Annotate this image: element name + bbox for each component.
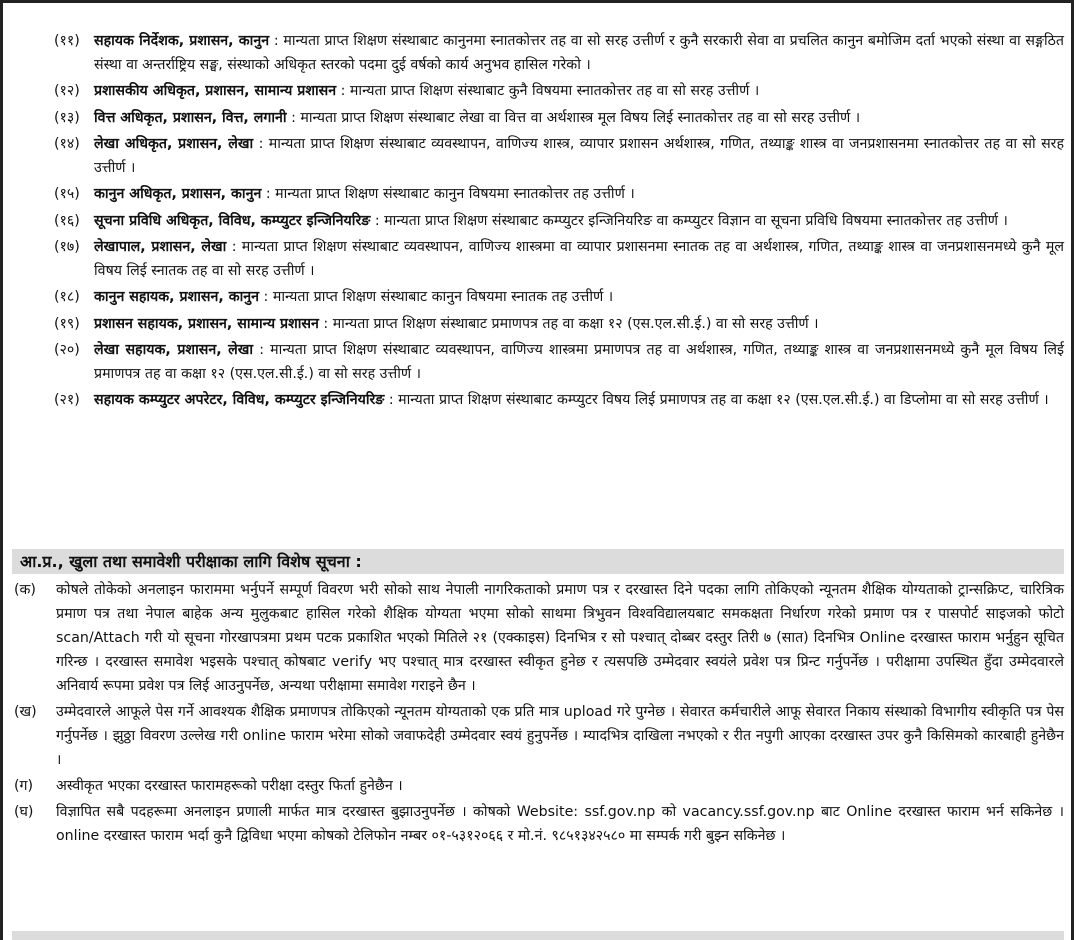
qualification-item-14: (१४) लेखा अधिकृत, प्रशासन, लेखा : मान्यता प्राप्त शिक्षण संस्थाबाट व्यवस्थापन, वाणिज्य शास्त्र, व्यापार प्रशासन अर्थशास्त्र, गणित, तथ्याङ्क शास्त्र वा जनप्रशासनमा स्नातकोत्तर तह वा सो सरह उत्तीर्ण । <box>54 136 1064 176</box>
qualification-text: : मान्यता प्राप्त शिक्षण संस्थाबाट लेखा वा वित्त वा अर्थशास्त्र मूल विषय लिई स्नातकोत्तर तह वा सो सरह उत्तीर्ण । <box>291 109 861 126</box>
qualification-text: : मान्यता प्राप्त शिक्षण संस्थाबाट कानुन विषयमा स्नातकोत्तर तह उत्तीर्ण । <box>265 186 635 202</box>
position-title: सहायक कम्प्युटर अपरेटर, विविध, कम्प्युटर इन्जिनियरिङ <box>94 392 385 408</box>
qualification-text: : मान्यता प्राप्त शिक्षण संस्थाबाट व्यवस्थापन, वाणिज्य शास्त्रमा वा व्यापार प्रशासनमा स्नातक तह वा अर्थशास्त्र, गणित, तथ्याङ्क शास्त्र वा जनप्रशासनमध्ये कुनै मूल विषय लिई स्नातक तह वा सो सरह उत्तीर्ण । <box>94 239 1064 279</box>
notice-text: अस्वीकृत भएका दरखास्त फारामहरूको परीक्षा दस्तुर फिर्ता हुनेछैन । <box>56 778 403 794</box>
qualification-text: : मान्यता प्राप्त शिक्षण संस्थाबाट कम्प्युटर विषय लिई प्रमाणपत्र तह वा कक्षा १२ (एस.एल.सी.ई.) वा डिप्लोमा वा सो सरह उत्तीर्ण । <box>388 392 1049 408</box>
qualification-item-11: (११) सहायक निर्देशक, प्रशासन, कानुन : मान्यता प्राप्त शिक्षण संस्थाबाट कानुनमा स्नातकोत्तर तह वा सो सरह उत्तीर्ण र कुनै सरकारी सेवा वा प्रचलित कानुन बमोजिम दर्ता भएको संस्था वा सङ्गठित संस्था वा अन्तर्राष्ट्रिय सङ्घ, संस्थाको अधिकृत स्तरको पदमा दुई वर्षको कार्य अनुभव हासिल गरेको । <box>54 33 1065 73</box>
qualification-text: : मान्यता प्राप्त शिक्षण संस्थाबाट कुनै विषयमा स्नातकोत्तर तह वा सो सरह उत्तीर्ण । <box>340 83 760 99</box>
position-title: सहायक निर्देशक, प्रशासन, कानुन <box>94 33 270 49</box>
qualification-item-12: (१२) प्रशासकीय अधिकृत, प्रशासन, सामान्य प्रशासन : मान्यता प्राप्त शिक्षण संस्थाबाट कुनै विषयमा स्नातकोत्तर तह वा सो सरह उत्तीर्ण । <box>54 83 760 99</box>
qualification-text: : मान्यता प्राप्त शिक्षण संस्थाबाट व्यवस्थापन, वाणिज्य शास्त्र, व्यापार प्रशासन अर्थशास्त्र, गणित, तथ्याङ्क शास्त्र वा जनप्रशासनमा स्नातकोत्तर तह वा सो सरह उत्तीर्ण । <box>94 136 1064 176</box>
position-title: लेखा अधिकृत, प्रशासन, लेखा <box>94 136 254 152</box>
qualification-item-20: (२०) लेखा सहायक, प्रशासन, लेखा : मान्यता प्राप्त शिक्षण संस्थाबाट व्यवस्थापन, वाणिज्य शास्त्रमा प्रमाणपत्र तह वा अर्थशास्त्र, गणित, तथ्याङ्क शास्त्र वा जनप्रशासनमध्ये कुनै मूल विषय लिई प्रमाणपत्र तह वा कक्षा १२ (एस.एल.सी.ई.) वा सो सरह उत्तीर्ण । <box>54 342 1064 382</box>
special-notice-heading: आ.प्र., खुला तथा समावेशी परीक्षाका लागि विशेष सूचना : <box>12 549 1064 574</box>
notice-item-ga: (ग) अस्वीकृत भएका दरखास्त फारामहरूको परीक्षा दस्तुर फिर्ता हुनेछैन । <box>14 778 403 794</box>
position-title: प्रशासन सहायक, प्रशासन, सामान्य प्रशासन <box>94 315 319 332</box>
position-title: कानुन अधिकृत, प्रशासन, कानुन <box>94 186 262 202</box>
qualification-item-17: (१७) लेखापाल, प्रशासन, लेखा : मान्यता प्राप्त शिक्षण संस्थाबाट व्यवस्थापन, वाणिज्य शास्त्रमा वा व्यापार प्रशासनमा स्नातक तह वा अर्थशास्त्र, गणित, तथ्याङ्क शास्त्र वा जनप्रशासनमध्ये कुनै मूल विषय लिई स्नातक तह वा सो सरह उत्तीर्ण । <box>54 239 1064 279</box>
next-section-heading-cut <box>12 931 1064 940</box>
qualification-text: : मान्यता प्राप्त शिक्षण संस्थाबाट व्यवस्थापन, वाणिज्य शास्त्रमा प्रमाणपत्र तह वा अर्थशास्त्र, गणित, तथ्याङ्क शास्त्र वा जनप्रशासनमध्ये कुनै मूल विषय लिई प्रमाणपत्र तह वा कक्षा १२ (एस.एल.सी.ई.) वा सो सरह उत्तीर्ण । <box>94 342 1064 382</box>
notice-text: विज्ञापित सबै पदहरूमा अनलाइन प्रणाली मार्फत मात्र दरखास्त बुझाउनुपर्नेछ । कोषको Website: ssf.gov.np को vacancy.ssf.gov.np बाट Online दरखास्त फाराम भर्न सकिनेछ । online दरखास्त फाराम भर्दा कुनै द्विविधा भएमा कोषको टेलिफोन नम्बर ०१-५३१२०६६ र मो.नं. ९८५१३४२५८० मा सम्पर्क गरी बुझ्न सकिनेछ । <box>56 804 1064 844</box>
qualification-item-21: (२१) सहायक कम्प्युटर अपरेटर, विविध, कम्प्युटर इन्जिनियरिङ : मान्यता प्राप्त शिक्षण संस्थाबाट कम्प्युटर विषय लिई प्रमाणपत्र तह वा कक्षा १२ (एस.एल.सी.ई.) वा डिप्लोमा वा सो सरह उत्तीर्ण । <box>54 392 1049 408</box>
notice-list <box>14 578 1064 850</box>
qualification-item-16: (१६) सूचना प्रविधि अधिकृत, विविध, कम्प्युटर इन्जिनियरिङ : मान्यता प्राप्त शिक्षण संस्थाबाट कम्प्युटर इन्जिनियरिङ वा कम्प्युटर विज्ञान वा सूचना प्रविधि विषयमा स्नातकोत्तर तह उत्तीर्ण । <box>54 212 1008 229</box>
position-title: कानुन सहायक, प्रशासन, कानुन <box>94 289 260 305</box>
qualification-list <box>54 30 1064 416</box>
position-title: वित्त अधिकृत, प्रशासन, वित्त, लगानी <box>94 109 287 126</box>
qualification-item-18: (१८) कानुन सहायक, प्रशासन, कानुन : मान्यता प्राप्त शिक्षण संस्थाबाट कानुन विषयमा स्नातक तह उत्तीर्ण । <box>54 289 614 305</box>
notice-item-ka: (क) कोषले तोकेको अनलाइन फाराममा भर्नुपर्ने सम्पूर्ण विवरण भरी सोको साथ नेपाली नागरिकताको प्रमाण पत्र र दरखास्त दिने पदका लागि तोकिएको न्यूनतम शैक्षिक योग्यताको ट्रान्सक्रिप्ट, चारित्रिक प्रमाण पत्र तथा नेपाल बाहेक अन्य मुलुकबाट हासिल गरेको शैक्षिक योग्यता भएमा सोको साथमा त्रिभुवन विश्वविद्यालयबाट समकक्षता निर्धारण गरेको प्रमाण पत्र र पासपोर्ट साइजको फोटो scan/Attach गरी यो सूचना गोरखापत्रमा प्रथम पटक प्रकाशित भएको मितिले २१ (एक्काइस) दिनभित्र र सो पश्चात् दोब्बर दस्तुर तिरी ७ (सात) दिनभित्र Online दरखास्त फाराम भर्नुहुन सूचित गरिन्छ । दरखास्त समावेश भइसके पश्चात् कोषबाट verify भए पश्चात् मात्र दरखास्त स्वीकृत हुनेछ र त्यसपछि उम्मेदवार स्वयंले प्रवेश पत्र प्रिन्ट गर्नुपर्नेछ । परीक्षामा उपस्थित हुँदा उम्मेदवारले अनिवार्य रूपमा प्रवेश पत्र लिई आउनुपर्नेछ, अन्यथा परीक्षामा समावेश गराइने छैन । <box>14 582 1064 694</box>
notice-text: उम्मेदवारले आफूले पेस गर्ने आवश्यक शैक्षिक प्रमाणपत्र तोकिएको न्यूनतम योग्यताको एक प्रति मात्र upload गरे पुग्नेछ । सेवारत कर्मचारीले आफू सेवारत निकाय संस्थाको विभागीय स्वीकृति पत्र पेस गर्नुपर्नेछ । झुठ्ठा विवरण उल्लेख गरी online फाराम भरेमा सोको जवाफदेही उम्मेदवार स्वयं हुनुपर्नेछ । म्यादभित्र दाखिला नभएको र रीत नपुगी आएका दरखास्त उपर कुनै किसिमको कारबाही हुनेछैन । <box>56 704 1064 768</box>
qualification-text: : मान्यता प्राप्त शिक्षण संस्थाबाट कम्प्युटर इन्जिनियरिङ वा कम्प्युटर विज्ञान वा सूचना प्रविधि विषयमा स्नातकोत्तर तह उत्तीर्ण । <box>374 212 1008 229</box>
position-title: लेखा सहायक, प्रशासन, लेखा <box>94 342 254 358</box>
qualification-text: : मान्यता प्राप्त शिक्षण संस्थाबाट प्रमाणपत्र तह वा कक्षा १२ (एस.एल.सी.ई.) वा सो सरह उत्तीर्ण । <box>323 315 819 332</box>
qualification-text: : मान्यता प्राप्त शिक्षण संस्थाबाट कानुन विषयमा स्नातक तह उत्तीर्ण । <box>263 289 614 305</box>
qualification-text: : मान्यता प्राप्त शिक्षण संस्थाबाट कानुनमा स्नातकोत्तर तह वा सो सरह उत्तीर्ण र कुनै सरकारी सेवा वा प्रचलित कानुन बमोजिम दर्ता भएको संस्था वा सङ्गठित संस्था वा अन्तर्राष्ट्रिय सङ्घ, संस्थाको अधिकृत स्तरको पदमा दुई वर्षको कार्य अनुभव हासिल गरेको । <box>94 33 1065 73</box>
qualification-item-15: (१५) कानुन अधिकृत, प्रशासन, कानुन : मान्यता प्राप्त शिक्षण संस्थाबाट कानुन विषयमा स्नातकोत्तर तह उत्तीर्ण । <box>54 186 635 202</box>
position-title: प्रशासकीय अधिकृत, प्रशासन, सामान्य प्रशासन <box>94 83 337 99</box>
qualification-item-13: (१३) वित्त अधिकृत, प्रशासन, वित्त, लगानी : मान्यता प्राप्त शिक्षण संस्थाबाट लेखा वा वित्त वा अर्थशास्त्र मूल विषय लिई स्नातकोत्तर तह वा सो सरह उत्तीर्ण । <box>54 109 861 126</box>
notice-item-kha: (ख) उम्मेदवारले आफूले पेस गर्ने आवश्यक शैक्षिक प्रमाणपत्र तोकिएको न्यूनतम योग्यताको एक प्रति मात्र upload गरे पुग्नेछ । सेवारत कर्मचारीले आफू सेवारत निकाय संस्थाको विभागीय स्वीकृति पत्र पेस गर्नुपर्नेछ । झुठ्ठा विवरण उल्लेख गरी online फाराम भरेमा सोको जवाफदेही उम्मेदवार स्वयं हुनुपर्नेछ । म्यादभित्र दाखिला नभएको र रीत नपुगी आएका दरखास्त उपर कुनै किसिमको कारबाही हुनेछैन । <box>14 704 1064 768</box>
notice-text: कोषले तोकेको अनलाइन फाराममा भर्नुपर्ने सम्पूर्ण विवरण भरी सोको साथ नेपाली नागरिकताको प्रमाण पत्र र दरखास्त दिने पदका लागि तोकिएको न्यूनतम शैक्षिक योग्यताको ट्रान्सक्रिप्ट, चारित्रिक प्रमाण पत्र तथा नेपाल बाहेक अन्य मुलुकबाट हासिल गरेको शैक्षिक योग्यता भएमा सोको साथमा त्रिभुवन विश्वविद्यालयबाट समकक्षता निर्धारण गरेको प्रमाण पत्र र पासपोर्ट साइजको फोटो scan/Attach गरी यो सूचना गोरखापत्रमा प्रथम पटक प्रकाशित भएको मितिले २१ (एक्काइस) दिनभित्र र सो पश्चात् दोब्बर दस्तुर तिरी ७ (सात) दिनभित्र Online दरखास्त फाराम भर्नुहुन सूचित गरिन्छ । दरखास्त समावेश भइसके पश्चात् कोषबाट verify भए पश्चात् मात्र दरखास्त स्वीकृत हुनेछ र त्यसपछि उम्मेदवार स्वयंले प्रवेश पत्र प्रिन्ट गर्नुपर्नेछ । परीक्षामा उपस्थित हुँदा उम्मेदवारले अनिवार्य रूपमा प्रवेश पत्र लिई आउनुपर्नेछ, अन्यथा परीक्षामा समावेश गराइने छैन । <box>56 582 1064 694</box>
position-title: सूचना प्रविधि अधिकृत, विविध, कम्प्युटर इन्जिनियरिङ <box>94 212 371 229</box>
qualification-item-19: (१९) प्रशासन सहायक, प्रशासन, सामान्य प्रशासन : मान्यता प्राप्त शिक्षण संस्थाबाट प्रमाणपत्र तह वा कक्षा १२ (एस.एल.सी.ई.) वा सो सरह उत्तीर्ण । <box>54 315 819 332</box>
notice-item-gha: (घ) विज्ञापित सबै पदहरूमा अनलाइन प्रणाली मार्फत मात्र दरखास्त बुझाउनुपर्नेछ । कोषको Website: ssf.gov.np को vacancy.ssf.gov.np बाट Online दरखास्त फाराम भर्न सकिनेछ । online दरखास्त फाराम भर्दा कुनै द्विविधा भएमा कोषको टेलिफोन नम्बर ०१-५३१२०६६ र मो.नं. ९८५१३४२५८० मा सम्पर्क गरी बुझ्न सकिनेछ । <box>14 804 1064 844</box>
position-title: लेखापाल, प्रशासन, लेखा <box>94 239 227 255</box>
